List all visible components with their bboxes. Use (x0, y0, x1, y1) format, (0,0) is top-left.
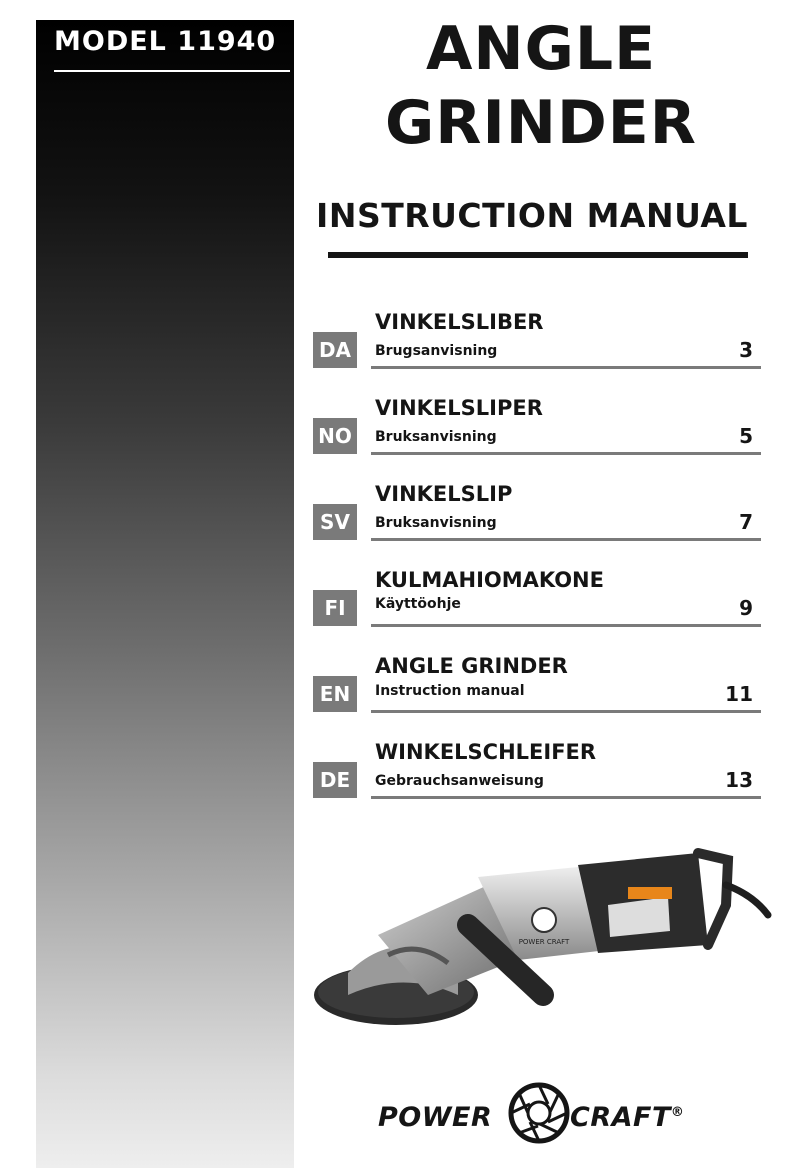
entry-rule (371, 452, 761, 455)
entry-rule (371, 796, 761, 799)
page-number: 9 (739, 596, 753, 620)
language-title: KULMAHIOMAKONE (375, 568, 604, 592)
title-line-2: GRINDER (385, 88, 697, 158)
language-entry-da[interactable] (313, 310, 763, 400)
title-line-1: ANGLE (425, 14, 657, 84)
powercraft-logo (374, 1080, 704, 1150)
language-title: VINKELSLIBER (375, 310, 544, 334)
language-entry-no[interactable] (313, 396, 763, 486)
sidebar-gradient-panel (36, 20, 294, 1168)
language-title: VINKELSLIPER (375, 396, 543, 420)
model-underline (54, 70, 290, 72)
subtitle-rule (328, 252, 748, 258)
page-number: 5 (739, 424, 753, 448)
registered-mark: ® (670, 1105, 685, 1120)
brand-craft-word: CRAFT (570, 1102, 671, 1133)
language-description: Instruction manual (375, 683, 525, 699)
entry-rule (371, 624, 761, 627)
language-code: SV (313, 504, 357, 540)
language-description: Bruksanvisning (375, 429, 497, 445)
angle-grinder-image (308, 845, 778, 1055)
page-number: 7 (739, 510, 753, 534)
language-code: DA (313, 332, 357, 368)
page-number: 11 (725, 682, 753, 706)
language-code: EN (313, 676, 357, 712)
entry-rule (371, 366, 761, 369)
page-number: 13 (725, 768, 753, 792)
language-title: ANGLE GRINDER (375, 654, 568, 678)
language-title: WINKELSCHLEIFER (375, 740, 597, 764)
language-code: DE (313, 762, 357, 798)
language-entry-sv[interactable] (313, 482, 763, 572)
entry-rule (371, 538, 761, 541)
aperture-logo-icon (508, 1082, 570, 1144)
page-number: 3 (739, 338, 753, 362)
language-title: VINKELSLIP (375, 482, 513, 506)
badge-text: POWER CRAFT (518, 938, 570, 946)
language-code: NO (313, 418, 357, 454)
language-description: Käyttöohje (375, 596, 461, 612)
model-number: MODEL 11940 (54, 26, 277, 57)
brand-text-power: POWER (378, 1102, 493, 1133)
language-description: Bruksanvisning (375, 515, 497, 531)
subtitle: INSTRUCTION MANUAL (316, 196, 748, 235)
entry-rule (371, 710, 761, 713)
language-description: Gebrauchsanweisung (375, 773, 544, 789)
language-entry-fi[interactable] (313, 568, 763, 658)
brand-text-craft (570, 1102, 684, 1133)
language-code: FI (313, 590, 357, 626)
language-entry-de[interactable] (313, 740, 763, 830)
language-entry-en[interactable] (313, 654, 763, 744)
language-description: Brugsanvisning (375, 343, 498, 359)
